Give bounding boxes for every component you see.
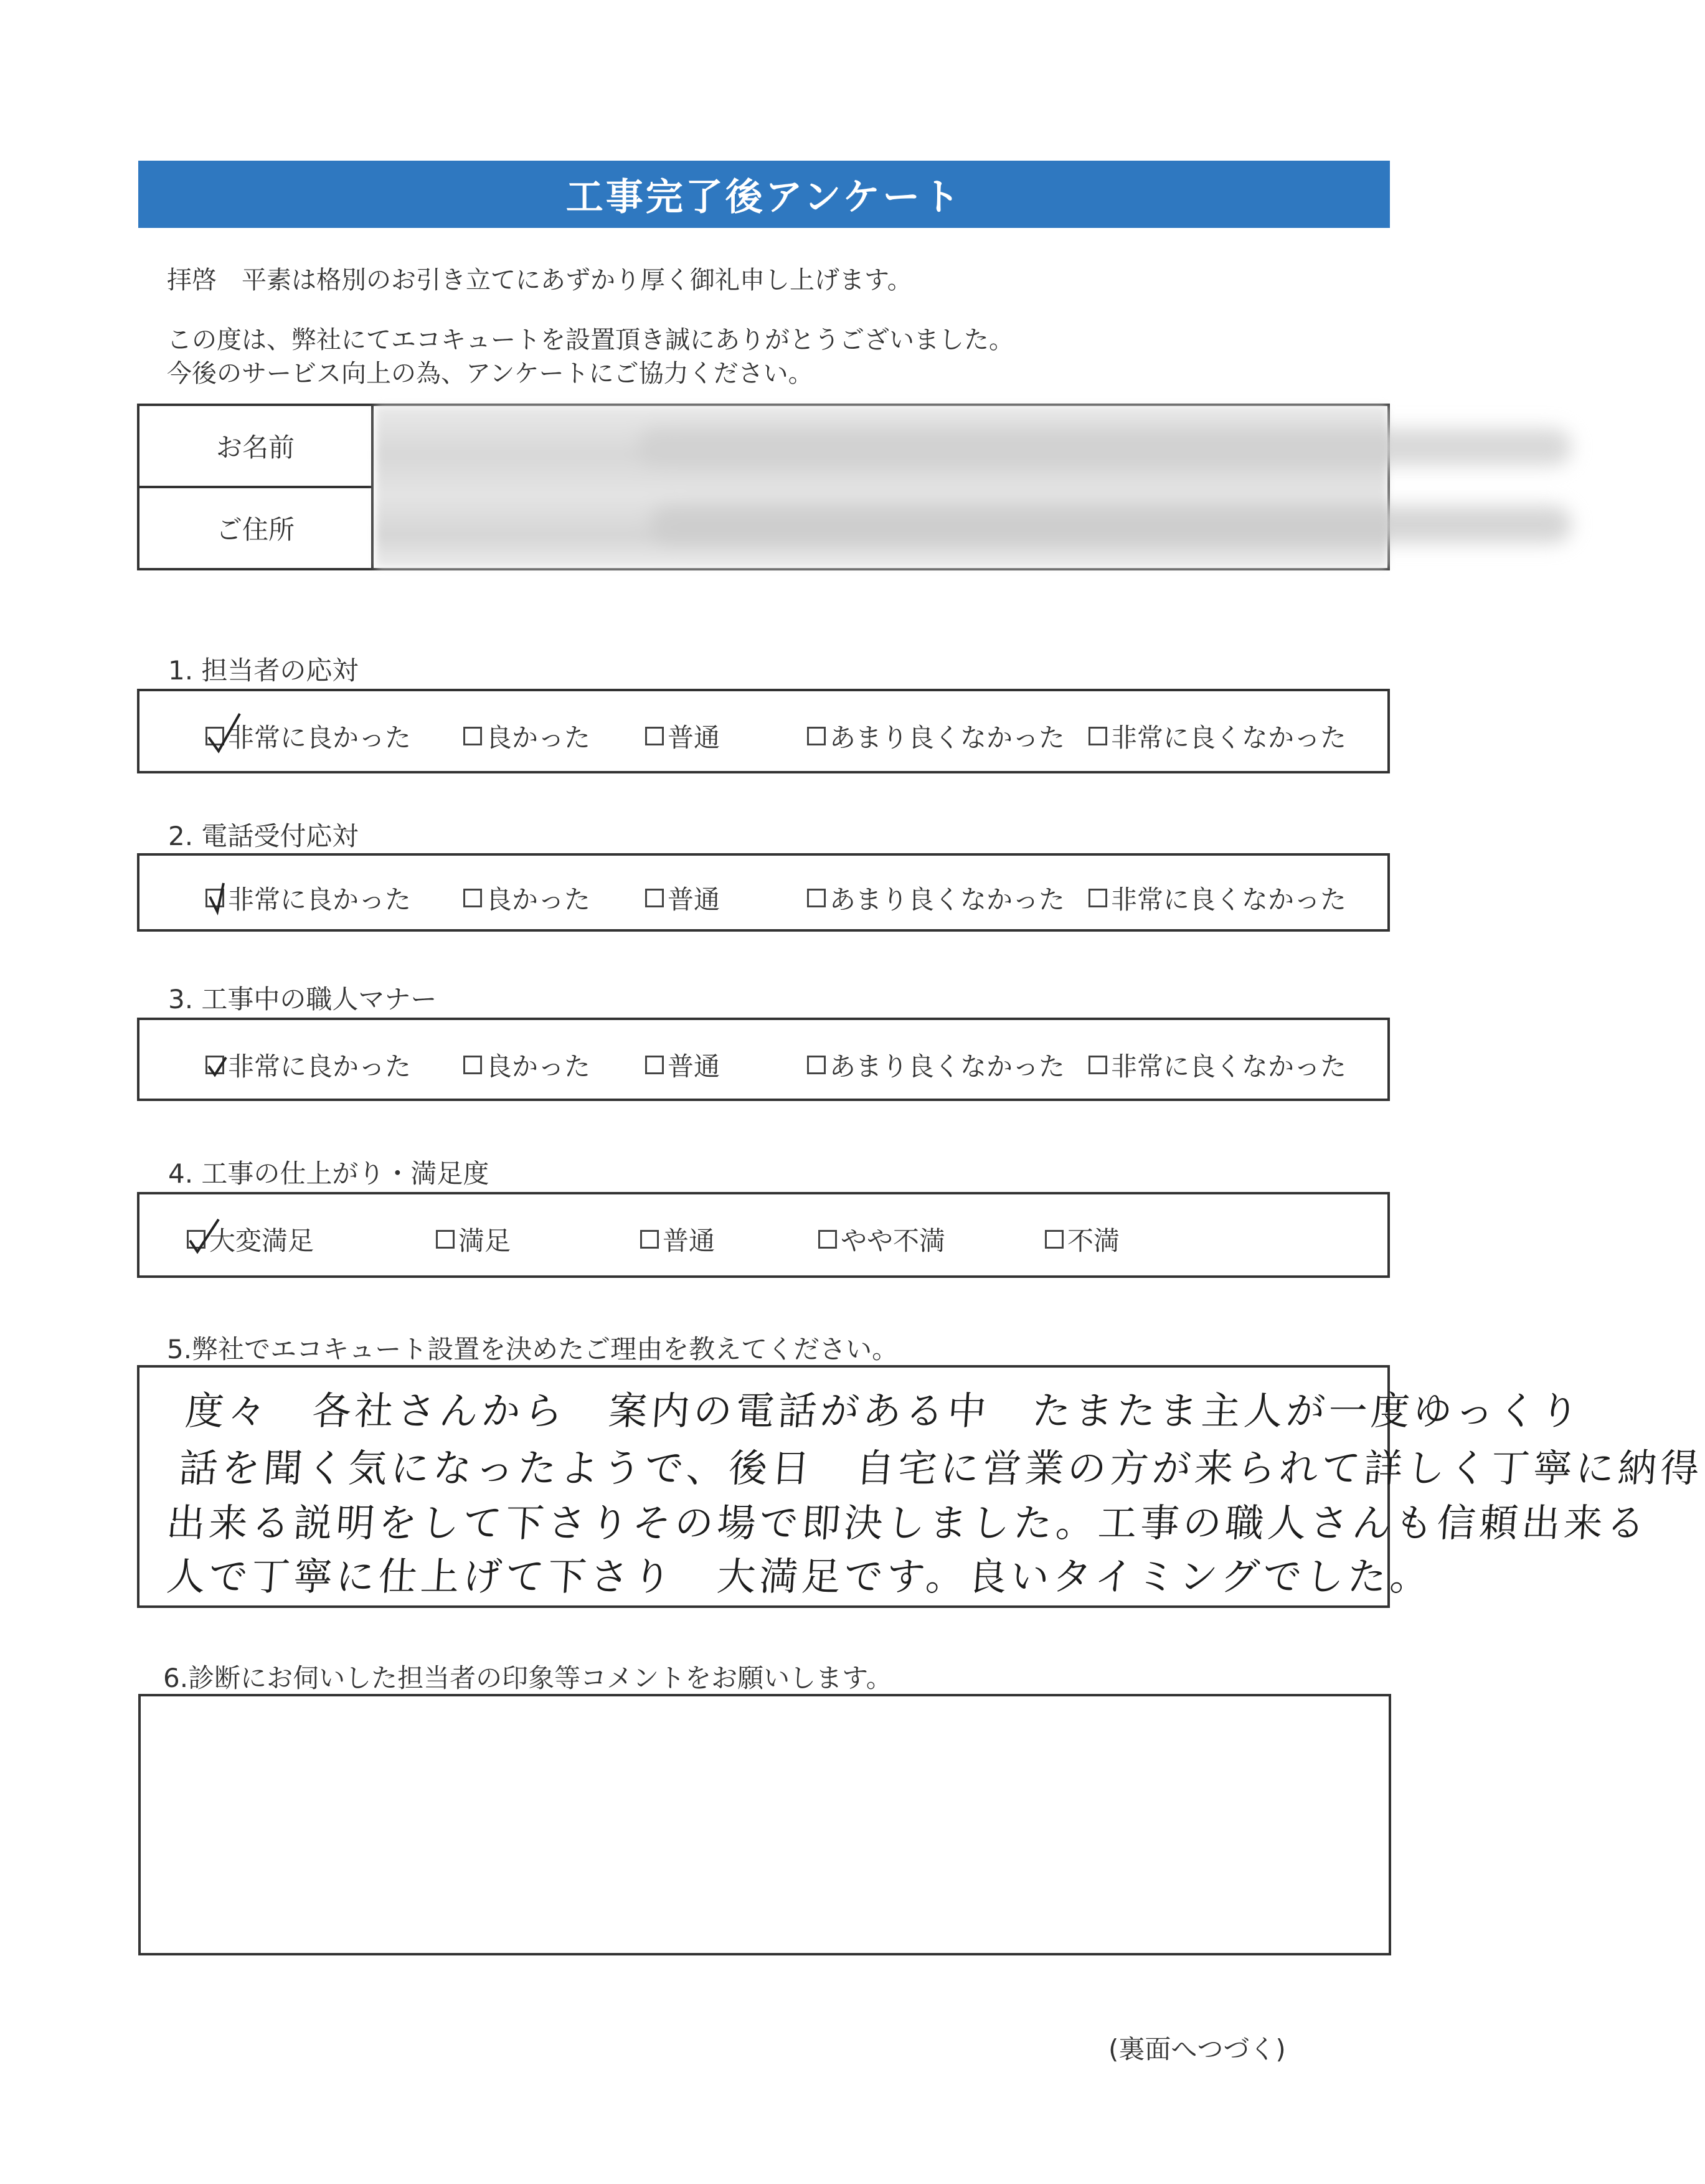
checkbox[interactable] bbox=[463, 727, 482, 745]
checkbox[interactable] bbox=[807, 727, 826, 745]
checkbox[interactable] bbox=[1089, 727, 1107, 745]
continued-note: (裏面へつづく) bbox=[1108, 2034, 1286, 2064]
checkbox[interactable] bbox=[1045, 1230, 1064, 1249]
q3-option-4[interactable]: あまり良くなかった bbox=[807, 1046, 1065, 1084]
q1-option-3[interactable]: 普通 bbox=[645, 717, 720, 755]
question-1-title: 1. 担当者の応対 bbox=[168, 655, 359, 686]
answer-line-1: 度々 各社さんから 案内の電話がある中 たまたま主人が一度ゆっくり bbox=[184, 1388, 1584, 1434]
checkbox-checked[interactable] bbox=[205, 727, 224, 745]
question-4-options bbox=[137, 1192, 1390, 1278]
q2-option-5[interactable]: 非常に良くなかった bbox=[1089, 879, 1346, 917]
check-mark-icon bbox=[186, 1216, 224, 1259]
reason-answer-box[interactable] bbox=[137, 1365, 1704, 1608]
customer-info-table bbox=[137, 404, 1390, 570]
name-label: お名前 bbox=[139, 406, 374, 488]
greeting-text: 拝啓 平素は格別のお引き立てにあずかり厚く御礼申し上げます。 bbox=[167, 266, 912, 295]
q2-option-1[interactable]: 非常に良かった bbox=[205, 879, 411, 917]
page-title: 工事完了後アンケート bbox=[138, 161, 1390, 228]
q4-option-3[interactable]: 普通 bbox=[640, 1221, 715, 1258]
question-1-options bbox=[137, 689, 1390, 773]
checkbox[interactable] bbox=[807, 1056, 826, 1074]
check-mark-icon bbox=[205, 874, 242, 918]
check-mark-icon bbox=[205, 712, 242, 756]
question-6-title: 6.診断にお伺いした担当者の印象等コメントをお願いします。 bbox=[163, 1663, 892, 1693]
question-2-title: 2. 電話受付応対 bbox=[168, 821, 359, 851]
q3-option-2[interactable]: 良かった bbox=[463, 1046, 590, 1084]
question-2-options bbox=[137, 853, 1390, 932]
q1-option-2[interactable]: 良かった bbox=[463, 717, 590, 755]
q3-option-1[interactable]: 非常に良かった bbox=[205, 1046, 411, 1084]
checkbox[interactable] bbox=[807, 889, 826, 907]
thanks-text: この度は、弊社にてエコキュートを設置頂き誠にありがとうございました。 bbox=[167, 326, 1014, 354]
checkbox[interactable] bbox=[436, 1230, 455, 1249]
checkbox-checked[interactable] bbox=[205, 889, 224, 907]
q3-option-5[interactable]: 非常に良くなかった bbox=[1089, 1046, 1346, 1084]
q2-option-4[interactable]: あまり良くなかった bbox=[807, 879, 1065, 917]
checkbox-checked[interactable] bbox=[205, 1056, 224, 1074]
answer-line-3: 出来る説明をして下さりその場で即決しました。工事の職人さんも信頼出来る bbox=[165, 1500, 1651, 1546]
q3-option-3[interactable]: 普通 bbox=[645, 1046, 720, 1084]
q4-option-1[interactable]: 大変満足 bbox=[187, 1221, 314, 1258]
q4-option-2[interactable]: 満足 bbox=[436, 1221, 511, 1258]
q4-option-5[interactable]: 不満 bbox=[1045, 1221, 1120, 1258]
q1-option-4[interactable]: あまり良くなかった bbox=[807, 717, 1065, 755]
checkbox[interactable] bbox=[818, 1230, 837, 1249]
checkbox[interactable] bbox=[463, 1056, 482, 1074]
answer-line-4: 人で丁寧に仕上げて下さり 大満足です。良いタイミングでした。 bbox=[165, 1554, 1434, 1599]
checkbox[interactable] bbox=[1089, 889, 1107, 907]
checkbox[interactable] bbox=[645, 1056, 664, 1074]
question-3-title: 3. 工事中の職人マナー bbox=[168, 984, 437, 1014]
q1-option-5[interactable]: 非常に良くなかった bbox=[1089, 717, 1346, 755]
question-5-title: 5.弊社でエコキュート設置を決めたご理由を教えてください。 bbox=[167, 1334, 899, 1364]
check-mark-icon bbox=[205, 1041, 242, 1085]
q4-option-4[interactable]: やや不満 bbox=[818, 1221, 945, 1258]
question-4-title: 4. 工事の仕上がり・満足度 bbox=[168, 1158, 489, 1189]
checkbox[interactable] bbox=[463, 889, 482, 907]
redacted-customer-info bbox=[376, 406, 1387, 568]
q1-option-1[interactable]: 非常に良かった bbox=[205, 717, 411, 755]
checkbox[interactable] bbox=[640, 1230, 659, 1249]
checkbox[interactable] bbox=[1089, 1056, 1107, 1074]
staff-comment-box[interactable] bbox=[138, 1694, 1391, 1955]
address-label: ご住所 bbox=[139, 488, 374, 568]
checkbox[interactable] bbox=[645, 889, 664, 907]
request-text: 今後のサービス向上の為、アンケートにご協力ください。 bbox=[167, 359, 813, 388]
question-3-options bbox=[137, 1018, 1390, 1101]
checkbox-checked[interactable] bbox=[187, 1230, 205, 1249]
q2-option-2[interactable]: 良かった bbox=[463, 879, 590, 917]
checkbox[interactable] bbox=[645, 727, 664, 745]
answer-line-2: 話を聞く気になったようで、後日 自宅に営業の方が来られて詳しく丁寧に納得 bbox=[177, 1445, 1704, 1491]
q2-option-3[interactable]: 普通 bbox=[645, 879, 720, 917]
